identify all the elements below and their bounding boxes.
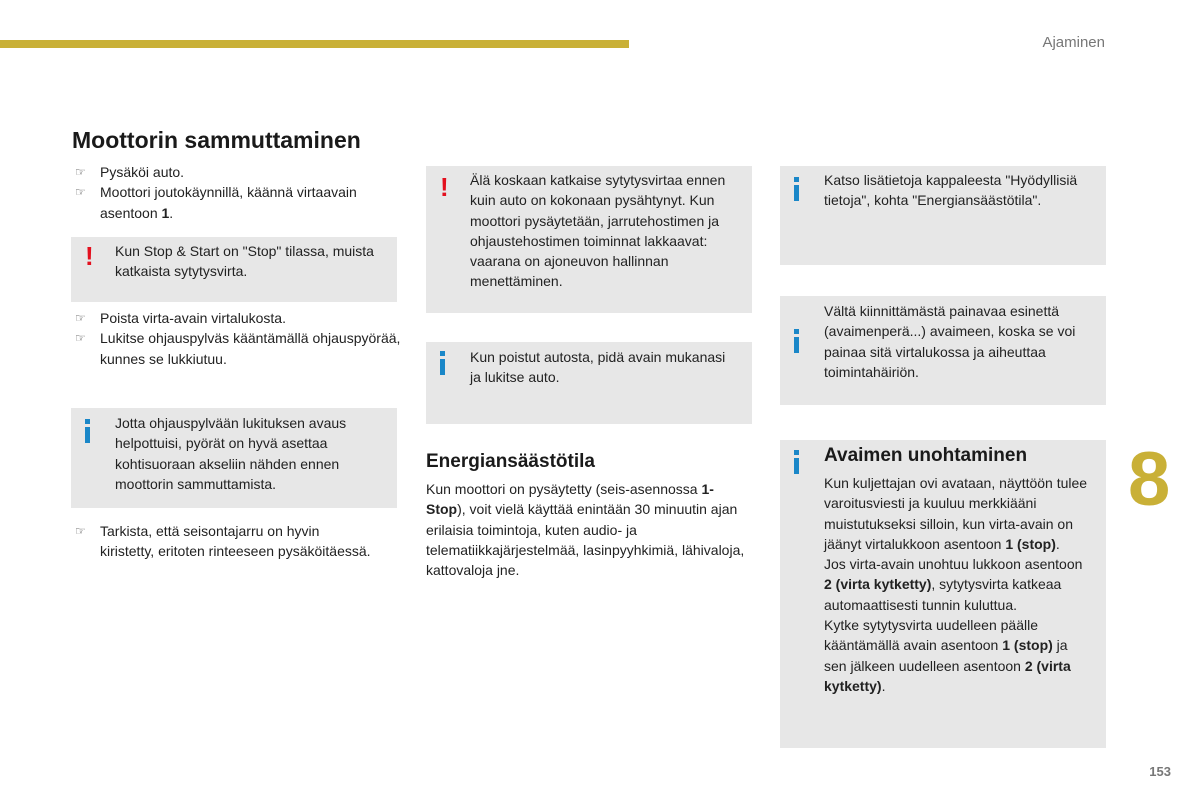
forgotten-key-title: Avaimen unohtaminen [824, 445, 1028, 466]
info-text: Kun poistut autosta, pidä avain mukanasi ja lukitse auto. [470, 349, 726, 386]
pointer-icon: ☞ [75, 331, 86, 346]
bullet-list-2 [72, 308, 402, 369]
list-item: ☞ Poista virta-avain virtalukosta. [72, 308, 402, 328]
info-text: Vältä kiinnittämästä painavaa esinettä (avaimenperä...) avaimeen, koska se voi painaa sitä virtalukossa ja aiheuttaa toimintahäiriön. [824, 303, 1076, 380]
page-number: 153 [1149, 764, 1171, 779]
list-item: ☞ Pysäköi auto. [72, 162, 402, 182]
paragraph: Kun kuljettajan ovi avataan, näyttöön tulee varoitusviesti ja kuuluu merkkiääni muistutukseksi silloin, kun virta-avain on jäänyt virtalukkoon asentoon 1 (stop). [824, 475, 1088, 552]
info-box-take-key [426, 342, 752, 424]
info-box-more-info [780, 166, 1106, 265]
bullet-list-1 [72, 162, 402, 223]
main-title: Moottorin sammuttaminen [72, 127, 361, 153]
info-text: Katso lisätietoja kappaleesta "Hyödyllisiä tietoja", kohta "Energiansäästötila". [824, 172, 1078, 209]
bullet-list-3 [72, 521, 372, 562]
pointer-icon: ☞ [75, 185, 86, 200]
warning-box-ignition [426, 166, 752, 313]
list-item: ☞ Lukitse ohjauspylväs kääntämällä ohjauspyörää, kunnes se lukkiutuu. [75, 330, 401, 367]
pointer-icon: ☞ [75, 524, 86, 538]
info-text: Jotta ohjauspylvään lukituksen avaus helpottuisi, pyörät on hyvä asettaa kohtisuoraan akseliin nähden ennen moottorin sammuttamista. [115, 415, 347, 492]
section-name: Ajaminen [1042, 34, 1105, 51]
energy-saving-text: Kun moottori on pysäytetty (seis-asennossa 1-Stop), voit vielä käyttää enintään 30 minuutin ajan erilaisia toimintoja, kuten audio- ja telematiikkajärjestelmää, lasinpyyhkimiä, lähivaloja, kattovaloja jne. [426, 481, 745, 579]
pointer-icon: ☞ [75, 311, 86, 325]
info-box-forgotten-key [780, 440, 1106, 748]
warning-icon: ! [85, 241, 94, 271]
info-box-steering-lock [71, 408, 397, 508]
list-item: ☞ Tarkista, että seisontajarru on hyvin kiristetty, eritoten rinteeseen pysäköitäessä. [75, 523, 371, 560]
warning-icon: ! [440, 172, 449, 202]
pointer-icon: ☞ [75, 165, 86, 179]
warning-text: Älä koskaan katkaise sytytysvirtaa ennen kuin auto on kokonaan pysähtynyt. Kun moottori pysäytetään, jarrutehostimen ja ohjaustehostimen toiminnat lakkaavat: vaarana on ajoneuvon hallinnan menettäminen. [470, 172, 726, 290]
warning-box-stop-start [71, 237, 397, 302]
forgotten-key-text [824, 473, 1092, 696]
info-box-heavy-object [780, 296, 1106, 405]
chapter-number: 8 [1128, 437, 1171, 522]
list-item: ☞ Moottori joutokäynnillä, käännä virtaavain asentoon 1. [75, 184, 357, 221]
paragraph: Jos virta-avain unohtuu lukkoon asentoon 2 (virta kytketty), sytytysvirta katkeaa automaattisesti tunnin kuluttua. [824, 556, 1083, 613]
warning-text: Kun Stop & Start on "Stop" tilassa, muista katkaista sytytysvirta. [115, 243, 374, 280]
energy-saving-title: Energiansäästötila [426, 451, 595, 472]
paragraph: Kytke sytytysvirta uudelleen päälle kääntämällä avain asentoon 1 (stop) ja sen jälkeen uudelleen asentoon 2 (virta kytketty). [824, 617, 1071, 694]
header-accent-bar [0, 40, 629, 48]
